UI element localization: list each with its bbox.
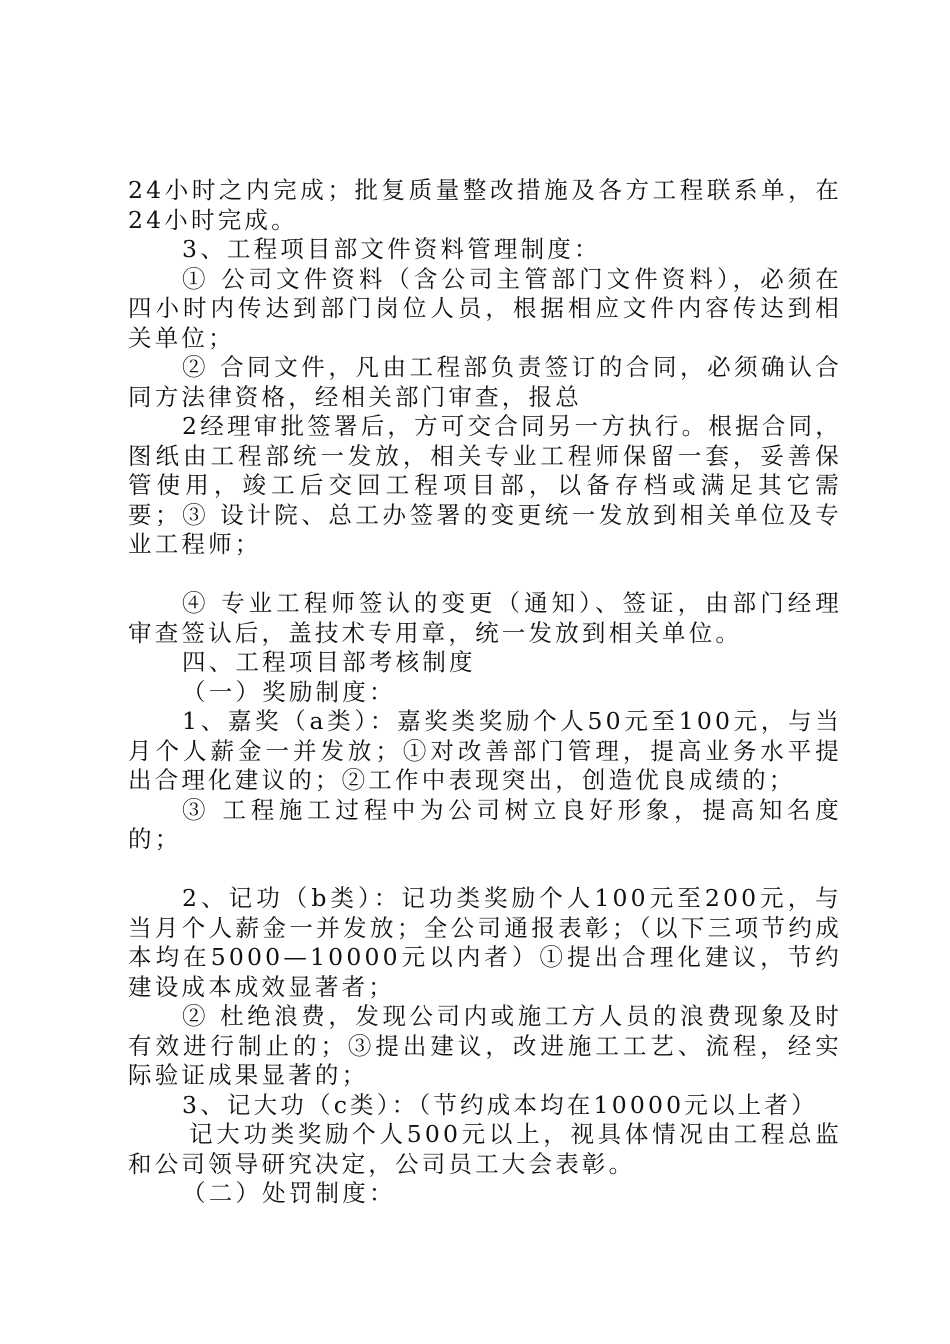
paragraph-3: ① 公司文件资料（含公司主管部门文件资料），必须在四小时内传达到部门岗位人员，根据相应文件内容传达到相关单位； [128, 264, 842, 352]
paragraph-5: 2经理审批签署后，方可交合同另一方执行。根据合同，图纸由工程部统一发放，相关专业工程师保留一套，妥善保管使用，竣工后交回工程项目部，以备存档或满足其它需要；③ 设计院、总工办签署的变更统一发放到相关单位及专业工程师； [128, 412, 842, 558]
paragraph-6: ④ 专业工程师签认的变更（通知）、签证，由部门经理审查签认后，盖技术专用章，统一发放到相关单位。 [128, 589, 842, 647]
paragraph-reward-c-detail: 记大功类奖励个人500元以上，视具体情况由工程总监和公司领导研究决定，公司员工大会表彰。 [128, 1120, 842, 1178]
subsection-heading-penalty: （二）处罚制度： [182, 1179, 396, 1207]
paragraph-reward-b: 2、记功（b类）：记功类奖励个人100元至200元，与当月个人薪金一并发放；全公司通报表彰；（以下三项节约成本均在5000—10000元以内者）①提出合理化建议，节约建设成本成效显著者； [128, 884, 842, 1001]
spacer [128, 855, 842, 885]
paragraph-reward-a: 1、嘉奖（a类）：嘉奖类奖励个人50元至100元，与当月个人薪金一并发放；①对改善部门管理，提高业务水平提出合理化建议的；②工作中表现突出，创造优良成绩的； [128, 707, 842, 794]
spacer [128, 560, 842, 590]
document-body [128, 176, 842, 1209]
subsection-heading-reward: （一）奖励制度： [182, 677, 396, 706]
paragraph-1: 24小时之内完成；批复质量整改措施及各方工程联系单，在24小时完成。 [128, 176, 842, 234]
paragraph-4: ② 合同文件，凡由工程部负责签订的合同，必须确认合同方法律资格，经相关部门审查，报总 [128, 353, 842, 411]
paragraph-reward-b-2: ② 杜绝浪费，发现公司内或施工方人员的浪费现象及时有效进行制止的；③提出建议，改进施工工艺、流程，经实际验证成果显著的； [128, 1002, 842, 1089]
paragraph-2: 3、工程项目部文件资料管理制度： [182, 235, 601, 263]
paragraph-reward-a-3: ③ 工程施工过程中为公司树立良好形象，提高知名度的； [128, 795, 842, 853]
section-heading-4: 四、工程项目部考核制度 [182, 648, 476, 676]
paragraph-reward-c: 3、记大功（c类）：（节约成本均在10000元以上者） [182, 1090, 818, 1119]
